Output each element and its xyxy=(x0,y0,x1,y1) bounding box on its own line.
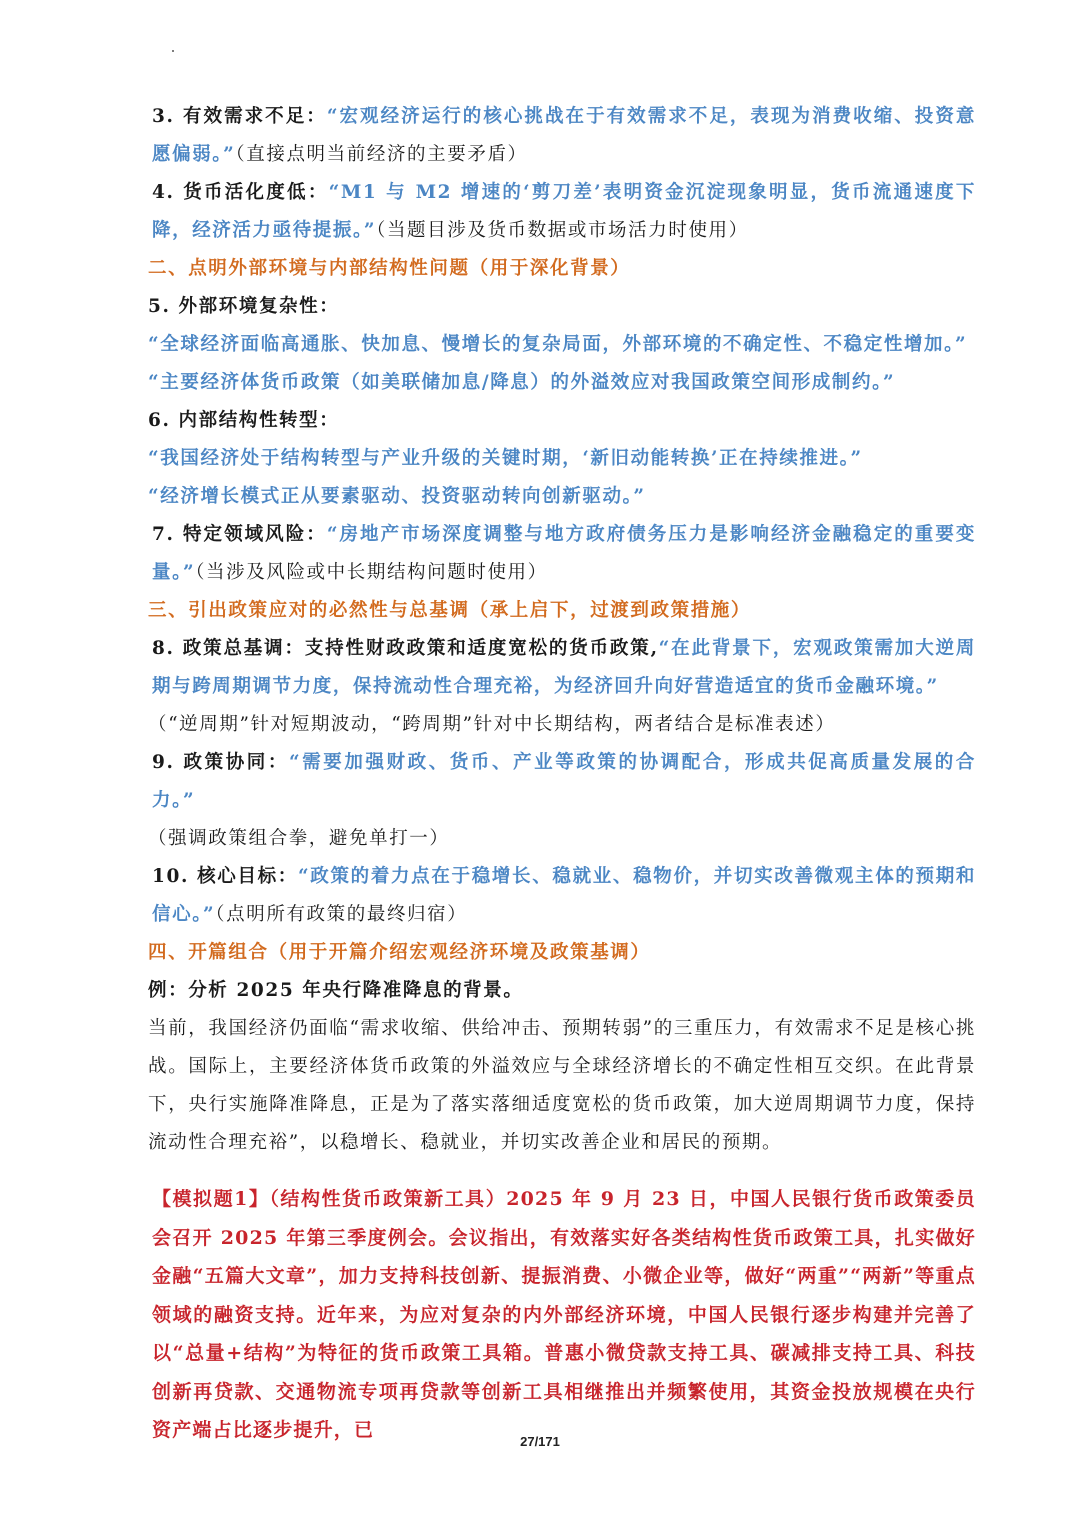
item-5-label: 5. 外部环境复杂性： xyxy=(148,296,340,317)
section-4-heading: 四、开篇组合（用于开篇介绍宏观经济环境及政策基调） xyxy=(148,942,651,963)
item-7-quote: “房地产市场深度调整与地方政府债务压力是影响经济金融稳定的重要变量。” xyxy=(152,524,976,583)
item-6-quote-2: “经济增长模式正从要素驱动、投资驱动转向创新驱动。” xyxy=(148,486,646,507)
item-4-note: （当题目涉及货币数据或市场活力时使用） xyxy=(376,220,749,241)
page-number: 27/171 xyxy=(520,1434,560,1449)
paragraph-gap xyxy=(104,1162,976,1180)
document-content xyxy=(104,98,976,1450)
item-4 xyxy=(104,174,976,250)
item-8-note: （“逆周期”针对短期波动，“跨周期”针对中长期结构，两者结合是标准表述） xyxy=(148,714,836,735)
item-9-note: （强调政策组合拳，避免单打一） xyxy=(148,828,450,849)
example-title: 例：分析 2025 年央行降准降息的背景。 xyxy=(148,980,524,1001)
item-7-note: （当涉及风险或中长期结构问题时使用） xyxy=(195,562,548,583)
item-9-label: 9. 政策协同： xyxy=(152,752,289,773)
item-10-note: （点明所有政策的最终归宿） xyxy=(215,904,468,925)
item-5-quote-1: “全球经济面临高通胀、快加息、慢增长的复杂局面，外部环境的不确定性、不稳定性增加。” xyxy=(148,334,968,355)
item-3-note: （直接点明当前经济的主要矛盾） xyxy=(235,144,528,165)
item-3-label: 3. 有效需求不足： xyxy=(152,106,327,127)
item-7-label: 7. 特定领域风险： xyxy=(152,524,327,545)
item-9-quote: “需要加强财政、货币、产业等政策的协调配合，形成共促高质量发展的合力。” xyxy=(152,752,976,811)
item-4-label: 4. 货币活化度低： xyxy=(152,182,329,203)
item-4-quote: “M1 与 M2 增速的‘剪刀差’表明资金沉淀现象明显，货币流通速度下降，经济活力亟待提振。” xyxy=(152,182,976,241)
mock-question-1: 【模拟题1】（结构性货币政策新工具）2025 年 9 月 23 日，中国人民银行货币政策委员会召开 2025 年第三季度例会。会议指出，有效落实好各类结构性货币政策工具，扎实做好金融“五篇大文章”，加力支持科技创新、提振消费、小微企业等，做好“两重”“两新”等重点领域的融资支持。近年来，为应对复杂的内外部经济环境，中国人民银行逐步构建并完善了以“总量+结构”为特征的货币政策工具箱。普惠小微贷款支持工具、碳减排支持工具、科技创新再贷款、交通物流专项再贷款等创新工具相继推出并频繁使用，其资金投放规模在央行资产端占比逐步提升，已 xyxy=(152,1188,976,1441)
item-10-label: 10. 核心目标： xyxy=(152,866,298,887)
item-5-quote-2: “主要经济体货币政策（如美联储加息/降息）的外溢效应对我国政策空间形成制约。” xyxy=(148,372,896,393)
item-8-quote: “在此背景下，宏观政策需加大逆周期与跨周期调节力度，保持流动性合理充裕，为经济回升向好营造适宜的货币金融环境。” xyxy=(152,638,976,697)
item-10 xyxy=(104,858,976,934)
item-9 xyxy=(104,744,976,820)
item-6-label: 6. 内部结构性转型： xyxy=(148,410,340,431)
item-3 xyxy=(104,98,976,174)
section-3-heading: 三、引出政策应对的必然性与总基调（承上启下，过渡到政策措施） xyxy=(148,600,752,621)
item-7 xyxy=(104,516,976,592)
item-6-quote-1: “我国经济处于结构转型与产业升级的关键时期，‘新旧动能转换’正在持续推进。” xyxy=(148,448,863,469)
example-body: 当前，我国经济仍面临“需求收缩、供给冲击、预期转弱”的三重压力，有效需求不足是核心挑战。国际上，主要经济体货币政策的外溢效应与全球经济增长的不确定性相互交织。在此背景下，央行实施降准降息，正是为了落实落细适度宽松的货币政策，加大逆周期调节力度，保持流动性合理充裕”，以稳增长、稳就业，并切实改善企业和居民的预期。 xyxy=(148,1018,976,1153)
item-8 xyxy=(104,630,976,706)
item-3-quote: “宏观经济运行的核心挑战在于有效需求不足，表现为消费收缩、投资意愿偏弱。” xyxy=(152,106,976,165)
page-speck xyxy=(172,50,174,52)
item-8-label: 8. 政策总基调：支持性财政政策和适度宽松的货币政策, xyxy=(152,638,659,659)
section-2-heading: 二、点明外部环境与内部结构性问题（用于深化背景） xyxy=(148,258,631,279)
item-10-quote: “政策的着力点在于稳增长、稳就业、稳物价，并切实改善微观主体的预期和信心。” xyxy=(152,866,977,925)
